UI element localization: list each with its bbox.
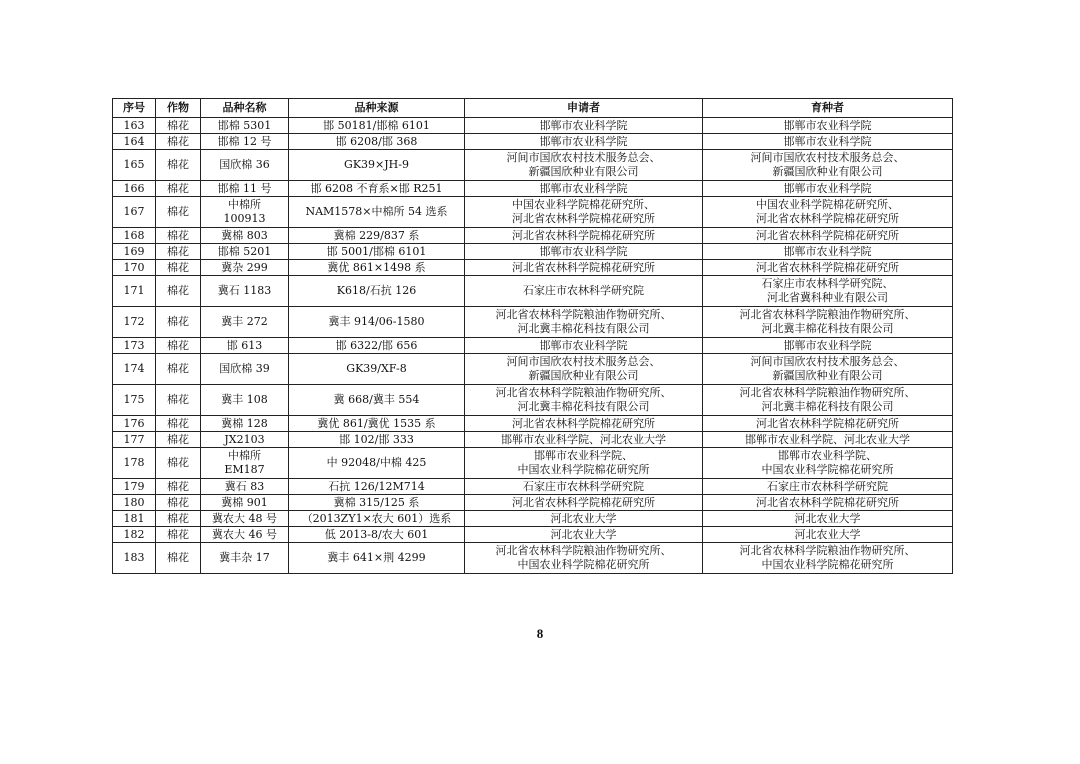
- cell-variety-source-line: NAM1578×中棉所 54 选系: [305, 205, 448, 218]
- cell-applicant: [465, 543, 703, 574]
- cell-breeder-line: 邯郸市农业科学院: [783, 134, 872, 148]
- cell-variety-source-line: 邯 6208 不育系×邯 R251: [310, 181, 443, 195]
- cell-variety-source-line: 邯 5001/邯棉 6101: [326, 244, 427, 258]
- cell-applicant: [465, 276, 703, 307]
- cell-breeder: [703, 307, 953, 338]
- cell-variety-source-line: 邯 50181/邯棉 6101: [323, 118, 430, 132]
- cell-crop: 棉花: [156, 479, 201, 495]
- cell-variety-source-line: 中 92048/中棉 425: [326, 456, 427, 469]
- cell-breeder-line: 河间市国欣农村技术服务总会、: [750, 355, 905, 368]
- cell-breeder: [703, 150, 953, 181]
- cell-variety-name: [201, 448, 289, 479]
- cell-index: 177: [113, 432, 156, 448]
- cell-variety-source-line: 冀丰 641×荆 4299: [327, 551, 426, 564]
- cell-index: 167: [113, 197, 156, 228]
- cell-crop: 棉花: [156, 495, 201, 511]
- cell-applicant-line: 新疆国欣种业有限公司: [528, 165, 639, 178]
- cell-variety-source: [289, 448, 465, 479]
- cell-crop: 棉花: [156, 181, 201, 197]
- cell-crop: 棉花: [156, 150, 201, 181]
- cell-crop: 棉花: [156, 385, 201, 416]
- cell-applicant-line: 河北省农林科学院粮油作物研究所、: [495, 386, 672, 399]
- cell-variety-source: [289, 260, 465, 276]
- cell-breeder: [703, 385, 953, 416]
- table-row: [113, 276, 953, 307]
- cell-variety-source: [289, 181, 465, 197]
- cell-variety-source: [289, 150, 465, 181]
- cell-variety-name-line: 国欣棉 36: [219, 158, 270, 171]
- cell-applicant-line: 邯郸市农业科学院、河北农业大学: [501, 432, 666, 446]
- cell-breeder-line: 邯郸市农业科学院、: [778, 449, 877, 462]
- cell-crop: 棉花: [156, 448, 201, 479]
- cell-variety-source: [289, 134, 465, 150]
- cell-variety-source: [289, 244, 465, 260]
- cell-index: 179: [113, 479, 156, 495]
- cell-variety-source: [289, 276, 465, 307]
- cell-variety-name-line: 邯棉 12 号: [217, 134, 272, 148]
- cell-variety-source-line: 邯 102/邯 333: [339, 432, 414, 446]
- cell-variety-name: [201, 260, 289, 276]
- cell-variety-source: [289, 495, 465, 511]
- cell-breeder-line: 中国农业科学院棉花研究所、: [756, 198, 899, 211]
- table-row: [113, 527, 953, 543]
- cell-variety-name-line: 冀丰 272: [221, 315, 268, 328]
- cell-crop: 棉花: [156, 338, 201, 354]
- cell-breeder-line: 河北省农林科学院棉花研究所: [756, 260, 899, 274]
- cell-applicant: [465, 260, 703, 276]
- cell-variety-name-line: 中棉所: [228, 449, 261, 462]
- cell-breeder-line: 河北农业大学: [794, 527, 861, 541]
- cell-variety-source-line: 石抗 126/12M714: [328, 479, 425, 493]
- cell-applicant-line: 河北省农林科学院棉花研究所: [512, 495, 655, 509]
- cell-applicant: [465, 181, 703, 197]
- cell-breeder-line: 邯郸市农业科学院、河北农业大学: [745, 432, 910, 446]
- cell-index: 170: [113, 260, 156, 276]
- table-header-row: [113, 99, 953, 118]
- table-row: [113, 479, 953, 495]
- cell-breeder: [703, 228, 953, 244]
- table-row: [113, 416, 953, 432]
- cell-breeder-line: 河北冀丰棉花科技有限公司: [761, 322, 894, 335]
- table-row: [113, 448, 953, 479]
- cell-variety-name: [201, 244, 289, 260]
- cell-variety-name-line: 邯棉 5201: [217, 244, 272, 258]
- cell-variety-name: [201, 527, 289, 543]
- cell-variety-source-line: 冀棉 315/125 系: [333, 495, 420, 509]
- cell-applicant-line: 河北省农林科学院棉花研究所: [512, 416, 655, 430]
- cell-variety-name: [201, 228, 289, 244]
- cell-breeder-line: 河北农业大学: [794, 511, 861, 525]
- cell-applicant-line: 邯郸市农业科学院: [539, 181, 628, 195]
- header-breeder: 育种者: [703, 99, 953, 118]
- cell-index: 171: [113, 276, 156, 307]
- cell-applicant: [465, 479, 703, 495]
- table-row: [113, 511, 953, 527]
- cell-variety-source: [289, 228, 465, 244]
- cell-variety-source-line: GK39×JH-9: [344, 158, 409, 171]
- cell-variety-name-line: 冀丰杂 17: [219, 551, 270, 564]
- header-variety-source: 品种来源: [289, 99, 465, 118]
- table-row: [113, 197, 953, 228]
- cell-applicant-line: 石家庄市农林科学研究院: [523, 479, 644, 493]
- cell-crop: 棉花: [156, 416, 201, 432]
- cell-applicant: [465, 118, 703, 134]
- cell-variety-source: [289, 197, 465, 228]
- cell-breeder: [703, 134, 953, 150]
- cell-breeder-line: 河北省农林科学院粮油作物研究所、: [739, 308, 916, 321]
- cell-applicant: [465, 495, 703, 511]
- variety-table: [112, 98, 953, 574]
- cell-applicant-line: 邯郸市农业科学院: [539, 118, 628, 132]
- cell-breeder-line: 河北冀丰棉花科技有限公司: [761, 400, 894, 413]
- cell-applicant: [465, 416, 703, 432]
- cell-crop: 棉花: [156, 118, 201, 134]
- cell-breeder: [703, 432, 953, 448]
- cell-crop: 棉花: [156, 527, 201, 543]
- cell-breeder-line: 河北省农林科学院棉花研究所: [756, 416, 899, 430]
- cell-variety-source-line: GK39/XF-8: [346, 362, 407, 375]
- header-crop: 作物: [156, 99, 201, 118]
- table-row: [113, 260, 953, 276]
- cell-variety-source-line: 冀 668/冀丰 554: [333, 393, 420, 406]
- cell-breeder-line: 河北省农林科学院粮油作物研究所、: [739, 544, 916, 557]
- cell-variety-name: [201, 354, 289, 385]
- cell-applicant: [465, 511, 703, 527]
- cell-applicant: [465, 228, 703, 244]
- cell-index: 165: [113, 150, 156, 181]
- cell-breeder: [703, 416, 953, 432]
- cell-applicant-line: 邯郸市农业科学院、: [534, 449, 633, 462]
- cell-applicant: [465, 244, 703, 260]
- cell-breeder: [703, 181, 953, 197]
- table-row: [113, 354, 953, 385]
- cell-breeder-line: 邯郸市农业科学院: [783, 244, 872, 258]
- cell-variety-name-line: 冀石 1183: [217, 284, 272, 297]
- cell-crop: 棉花: [156, 134, 201, 150]
- page-number: 8: [536, 626, 544, 641]
- cell-breeder-line: 河北省农林科学院棉花研究所: [756, 212, 899, 225]
- cell-applicant: [465, 150, 703, 181]
- cell-index: 163: [113, 118, 156, 134]
- cell-variety-name: [201, 181, 289, 197]
- cell-applicant-line: 新疆国欣种业有限公司: [528, 369, 639, 382]
- table-row: [113, 495, 953, 511]
- table-row: [113, 118, 953, 134]
- cell-breeder: [703, 260, 953, 276]
- cell-breeder: [703, 118, 953, 134]
- cell-index: 181: [113, 511, 156, 527]
- table-row: [113, 338, 953, 354]
- cell-variety-name-line: 邯棉 5301: [217, 118, 272, 132]
- cell-index: 183: [113, 543, 156, 574]
- cell-variety-name: [201, 416, 289, 432]
- cell-applicant-line: 河北省农林科学院棉花研究所: [512, 212, 655, 225]
- cell-applicant-line: 石家庄市农林科学研究院: [523, 284, 644, 297]
- cell-breeder: [703, 244, 953, 260]
- cell-applicant-line: 邯郸市农业科学院: [539, 244, 628, 258]
- cell-variety-source: [289, 416, 465, 432]
- cell-variety-source-line: 冀棉 229/837 系: [333, 228, 420, 242]
- header-applicant: 申请者: [465, 99, 703, 118]
- cell-breeder-line: 河北省农林科学院棉花研究所: [756, 495, 899, 509]
- cell-variety-source: [289, 479, 465, 495]
- cell-breeder-line: 新疆国欣种业有限公司: [772, 165, 883, 178]
- cell-variety-source: [289, 511, 465, 527]
- cell-variety-name-line: JX2103: [224, 432, 265, 446]
- cell-crop: 棉花: [156, 228, 201, 244]
- cell-crop: 棉花: [156, 244, 201, 260]
- cell-breeder-line: 邯郸市农业科学院: [783, 118, 872, 132]
- cell-applicant: [465, 197, 703, 228]
- cell-variety-name: [201, 511, 289, 527]
- cell-index: 176: [113, 416, 156, 432]
- table-row: [113, 385, 953, 416]
- cell-index: 172: [113, 307, 156, 338]
- cell-breeder-line: 邯郸市农业科学院: [783, 338, 872, 352]
- cell-variety-name: [201, 543, 289, 574]
- cell-variety-name: [201, 197, 289, 228]
- cell-variety-name-line: EM187: [224, 463, 265, 476]
- cell-variety-source: [289, 543, 465, 574]
- cell-breeder: [703, 479, 953, 495]
- table-row: [113, 228, 953, 244]
- cell-index: 180: [113, 495, 156, 511]
- cell-variety-source: [289, 338, 465, 354]
- cell-applicant: [465, 385, 703, 416]
- cell-variety-name-line: 国欣棉 39: [219, 362, 270, 375]
- cell-breeder-line: 新疆国欣种业有限公司: [772, 369, 883, 382]
- cell-applicant-line: 河北省农林科学院粮油作物研究所、: [495, 308, 672, 321]
- cell-index: 178: [113, 448, 156, 479]
- cell-applicant-line: 河北省农林科学院粮油作物研究所、: [495, 544, 672, 557]
- cell-breeder-line: 石家庄市农林科学研究院、: [761, 277, 894, 290]
- cell-variety-name-line: 邯 613: [226, 338, 263, 352]
- cell-crop: 棉花: [156, 307, 201, 338]
- cell-variety-source: [289, 527, 465, 543]
- cell-variety-name-line: 中棉所: [228, 198, 261, 211]
- cell-variety-name-line: 冀棉 803: [221, 228, 268, 242]
- cell-applicant-line: 河北省农林科学院棉花研究所: [512, 260, 655, 274]
- cell-breeder-line: 中国农业科学院棉花研究所: [761, 558, 894, 571]
- cell-breeder: [703, 543, 953, 574]
- cell-applicant: [465, 354, 703, 385]
- cell-applicant-line: 中国农业科学院棉花研究所、: [512, 198, 655, 211]
- cell-applicant-line: 中国农业科学院棉花研究所: [517, 558, 650, 571]
- table-row: [113, 432, 953, 448]
- cell-variety-name: [201, 276, 289, 307]
- header-variety-name: 品种名称: [201, 99, 289, 118]
- cell-breeder: [703, 197, 953, 228]
- cell-breeder-line: 河北省农林科学院粮油作物研究所、: [739, 386, 916, 399]
- table-row: [113, 543, 953, 574]
- cell-crop: 棉花: [156, 197, 201, 228]
- cell-variety-source: [289, 307, 465, 338]
- cell-index: 182: [113, 527, 156, 543]
- cell-crop: 棉花: [156, 276, 201, 307]
- cell-variety-name: [201, 495, 289, 511]
- cell-applicant-line: 河北农业大学: [550, 511, 617, 525]
- cell-crop: 棉花: [156, 354, 201, 385]
- cell-variety-source: [289, 432, 465, 448]
- cell-variety-source-line: K618/石抗 126: [336, 284, 417, 297]
- table-row: [113, 307, 953, 338]
- header-index: 序号: [113, 99, 156, 118]
- cell-variety-source-line: 冀优 861/冀优 1535 系: [317, 416, 436, 430]
- cell-variety-name: [201, 118, 289, 134]
- cell-variety-source-line: （2013ZY1×农大 601）选系: [301, 511, 452, 525]
- table-row: [113, 244, 953, 260]
- cell-variety-source: [289, 354, 465, 385]
- cell-variety-name-line: 冀农大 48 号: [212, 511, 277, 525]
- cell-breeder-line: 河间市国欣农村技术服务总会、: [750, 151, 905, 164]
- cell-breeder-line: 河北省农林科学院棉花研究所: [756, 228, 899, 242]
- cell-variety-source-line: 低 2013-8/农大 601: [324, 527, 429, 541]
- cell-variety-name-line: 冀石 83: [224, 479, 265, 493]
- cell-applicant-line: 邯郸市农业科学院: [539, 338, 628, 352]
- cell-crop: 棉花: [156, 543, 201, 574]
- cell-applicant-line: 邯郸市农业科学院: [539, 134, 628, 148]
- cell-variety-name-line: 邯棉 11 号: [217, 181, 272, 195]
- cell-index: 174: [113, 354, 156, 385]
- cell-variety-name: [201, 479, 289, 495]
- cell-variety-name: [201, 307, 289, 338]
- cell-variety-source-line: 冀优 861×1498 系: [327, 260, 426, 274]
- cell-applicant: [465, 527, 703, 543]
- cell-variety-name-line: 100913: [223, 212, 266, 225]
- cell-variety-source: [289, 118, 465, 134]
- cell-variety-name-line: 冀棉 901: [221, 495, 268, 509]
- cell-breeder: [703, 276, 953, 307]
- cell-variety-name: [201, 150, 289, 181]
- cell-variety-source-line: 冀丰 914/06-1580: [328, 315, 425, 328]
- cell-breeder: [703, 354, 953, 385]
- cell-applicant: [465, 448, 703, 479]
- cell-variety-source-line: 邯 6208/邯 368: [335, 134, 418, 148]
- cell-variety-name-line: 冀丰 108: [221, 393, 268, 406]
- cell-index: 168: [113, 228, 156, 244]
- cell-index: 173: [113, 338, 156, 354]
- cell-variety-name-line: 冀棉 128: [221, 416, 268, 430]
- cell-index: 166: [113, 181, 156, 197]
- cell-breeder: [703, 495, 953, 511]
- cell-variety-name: [201, 385, 289, 416]
- cell-crop: 棉花: [156, 260, 201, 276]
- cell-breeder-line: 石家庄市农林科学研究院: [767, 479, 888, 493]
- cell-crop: 棉花: [156, 511, 201, 527]
- cell-crop: 棉花: [156, 432, 201, 448]
- cell-variety-name: [201, 432, 289, 448]
- cell-applicant-line: 河间市国欣农村技术服务总会、: [506, 151, 661, 164]
- cell-variety-name-line: 冀农大 46 号: [212, 527, 277, 541]
- cell-applicant: [465, 432, 703, 448]
- cell-breeder: [703, 511, 953, 527]
- cell-breeder: [703, 448, 953, 479]
- cell-breeder-line: 邯郸市农业科学院: [783, 181, 872, 195]
- table-row: [113, 134, 953, 150]
- cell-variety-source: [289, 385, 465, 416]
- cell-applicant: [465, 134, 703, 150]
- cell-applicant-line: 河北冀丰棉花科技有限公司: [517, 400, 650, 413]
- cell-applicant-line: 河北省农林科学院棉花研究所: [512, 228, 655, 242]
- cell-index: 164: [113, 134, 156, 150]
- cell-variety-name: [201, 134, 289, 150]
- cell-index: 175: [113, 385, 156, 416]
- table-row: [113, 150, 953, 181]
- cell-applicant-line: 河北农业大学: [550, 527, 617, 541]
- cell-breeder-line: 河北省冀科种业有限公司: [767, 291, 888, 304]
- cell-applicant-line: 中国农业科学院棉花研究所: [517, 463, 650, 476]
- cell-variety-source-line: 邯 6322/邯 656: [335, 338, 418, 352]
- cell-variety-name: [201, 338, 289, 354]
- cell-breeder: [703, 527, 953, 543]
- cell-applicant-line: 河间市国欣农村技术服务总会、: [506, 355, 661, 368]
- cell-variety-name-line: 冀杂 299: [221, 260, 268, 274]
- cell-applicant-line: 河北冀丰棉花科技有限公司: [517, 322, 650, 335]
- cell-index: 169: [113, 244, 156, 260]
- cell-breeder-line: 中国农业科学院棉花研究所: [761, 463, 894, 476]
- cell-applicant: [465, 307, 703, 338]
- cell-breeder: [703, 338, 953, 354]
- cell-applicant: [465, 338, 703, 354]
- table-row: [113, 181, 953, 197]
